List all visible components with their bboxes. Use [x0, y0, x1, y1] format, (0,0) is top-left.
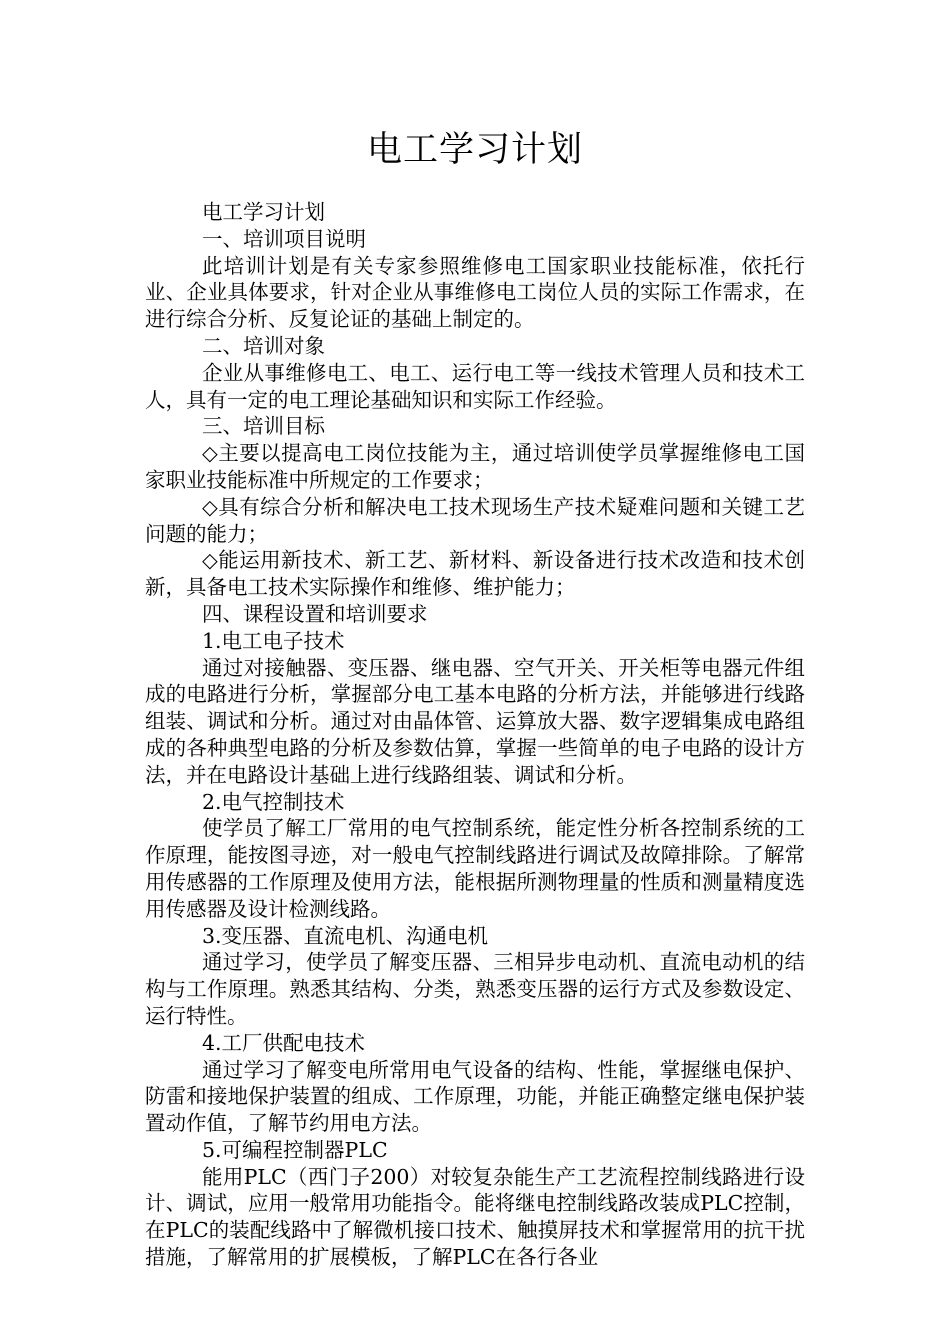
bullet-item: ◇具有综合分析和解决电工技术现场生产技术疑难问题和关键工艺问题的能力； — [145, 494, 805, 546]
document-body — [145, 199, 805, 1271]
bullet-item: ◇能运用新技术、新工艺、新材料、新设备进行技术改造和技术创新，具备电工技术实际操作和维修、维护能力； — [145, 548, 805, 600]
paragraph: 能用PLC（西门子200）对较复杂能生产工艺流程控制线路进行设计、调试，应用一般常用功能指令。能将继电控制线路改装成PLC控制，在PLC的装配线路中了解微机接口技术、触摸屏技术和掌握常用的抗干扰措施，了解常用的扩展模板，了解PLC在各行各业 — [145, 1164, 805, 1270]
paragraph: 此培训计划是有关专家参照维修电工国家职业技能标准，依托行业、企业具体要求，针对企业从事维修电工岗位人员的实际工作需求，在进行综合分析、反复论证的基础上制定的。 — [145, 253, 805, 332]
subsection-heading: 1.电工电子技术 — [202, 628, 345, 653]
section-heading-3: 三、培训目标 — [202, 414, 325, 439]
paragraph: 通过对接触器、变压器、继电器、空气开关、开关柜等电器元件组成的电路进行分析，掌握部分电工基本电路的分析方法，并能够进行线路组装、调试和分析。通过对由晶体管、运算放大器、数字逻辑集成电路组成的各种典型电路的分析及参数估算，掌握一些简单的电子电路的设计方法，并在电路设计基础上进行线路组装、调试和分析。 — [145, 655, 805, 787]
paragraph: 通过学习，使学员了解变压器、三相异步电动机、直流电动机的结构与工作原理。熟悉其结构、分类，熟悉变压器的运行方式及参数设定、运行特性。 — [145, 950, 805, 1028]
paragraph-heading-repeat: 电工学习计划 — [202, 200, 325, 224]
paragraph: 企业从事维修电工、电工、运行电工等一线技术管理人员和技术工人，具有一定的电工理论基础知识和实际工作经验。 — [145, 360, 805, 412]
subsection-heading: 2.电气控制技术 — [202, 789, 345, 814]
bullet-item: ◇主要以提高电工岗位技能为主，通过培训使学员掌握维修电工国家职业技能标准中所规定的工作要求； — [145, 441, 805, 492]
subsection-heading: 5.可编程控制器PLC — [202, 1137, 388, 1162]
section-heading-2: 二、培训对象 — [202, 333, 325, 358]
paragraph: 通过学习了解变电所常用电气设备的结构、性能，掌握继电保护、防雷和接地保护装置的组成、工作原理，功能，并能正确整定继电保护装置动作值，了解节约用电方法。 — [145, 1057, 805, 1136]
section-heading-4: 四、课程设置和培训要求 — [202, 601, 428, 626]
subsection-heading: 3.变压器、直流电机、沟通电机 — [202, 923, 489, 948]
subsection-heading: 4.工厂供配电技术 — [202, 1030, 366, 1055]
paragraph: 使学员了解工厂常用的电气控制系统，能定性分析各控制系统的工作原理，能按图寻迹，对一般电气控制线路进行调试及故障排除。了解常用传感器的工作原理及使用方法，能根据所测物理量的性质和测量精度选用传感器及设计检测线路。 — [145, 816, 805, 921]
section-heading-1: 一、培训项目说明 — [202, 226, 366, 251]
document-title: 电工学习计划 — [366, 130, 583, 170]
